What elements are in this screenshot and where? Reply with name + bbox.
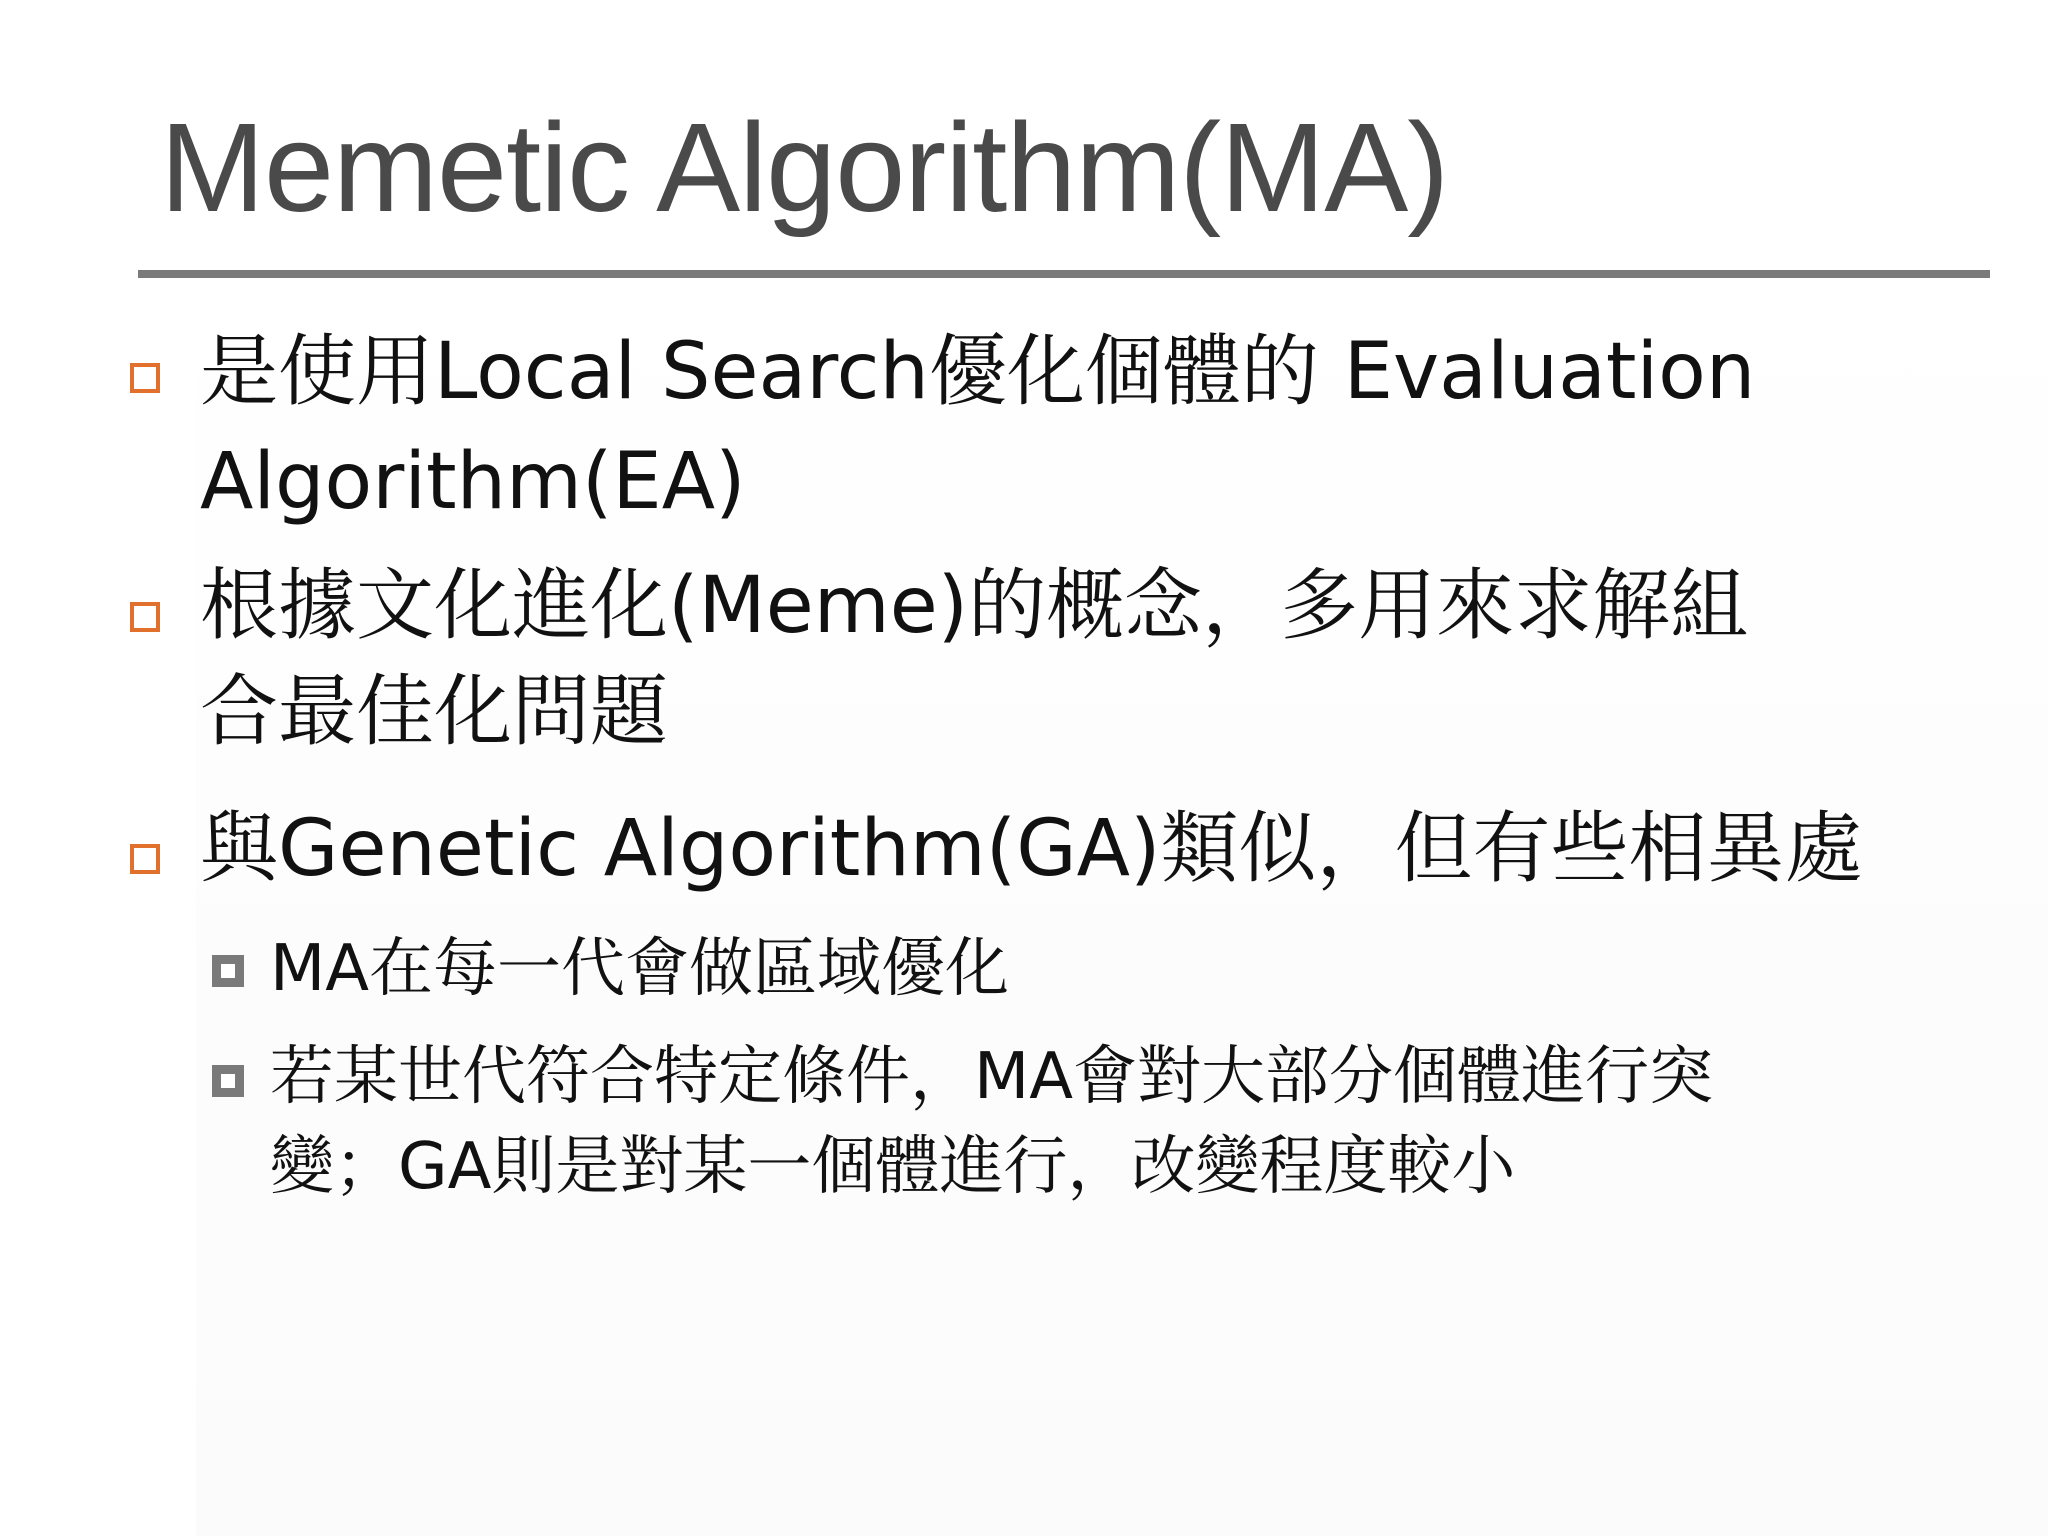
bullet-square-icon bbox=[130, 844, 160, 874]
bullet-3-line-1: 與Genetic Algorithm(GA)類似，但有些相異處 bbox=[200, 804, 1863, 894]
bullet-2-line-1: 根據文化進化(Meme)的概念，多用來求解組 bbox=[200, 561, 1749, 651]
sub-bullet-2-line-1: 若某世代符合特定條件，MA會對大部分個體進行突 bbox=[270, 1040, 1713, 1114]
title-divider bbox=[138, 270, 1990, 278]
sub-bullet-square-icon bbox=[212, 955, 244, 987]
sub-bullet-1-line-1: MA在每一代會做區域優化 bbox=[270, 932, 1009, 1006]
bullet-1-line-2: Algorithm(EA) bbox=[200, 437, 746, 527]
bullet-square-icon bbox=[130, 363, 160, 393]
bullet-2-line-2: 合最佳化問題 bbox=[200, 667, 669, 757]
bullet-square-icon bbox=[130, 602, 160, 632]
slide-title: Memetic Algorithm(MA) bbox=[160, 97, 1449, 238]
sub-bullet-square-icon bbox=[212, 1065, 244, 1097]
bullet-1-line-1: 是使用Local Search優化個體的 Evaluation bbox=[200, 327, 1756, 417]
sub-bullet-2-line-2: 變；GA則是對某一個體進行，改變程度較小 bbox=[270, 1130, 1516, 1204]
